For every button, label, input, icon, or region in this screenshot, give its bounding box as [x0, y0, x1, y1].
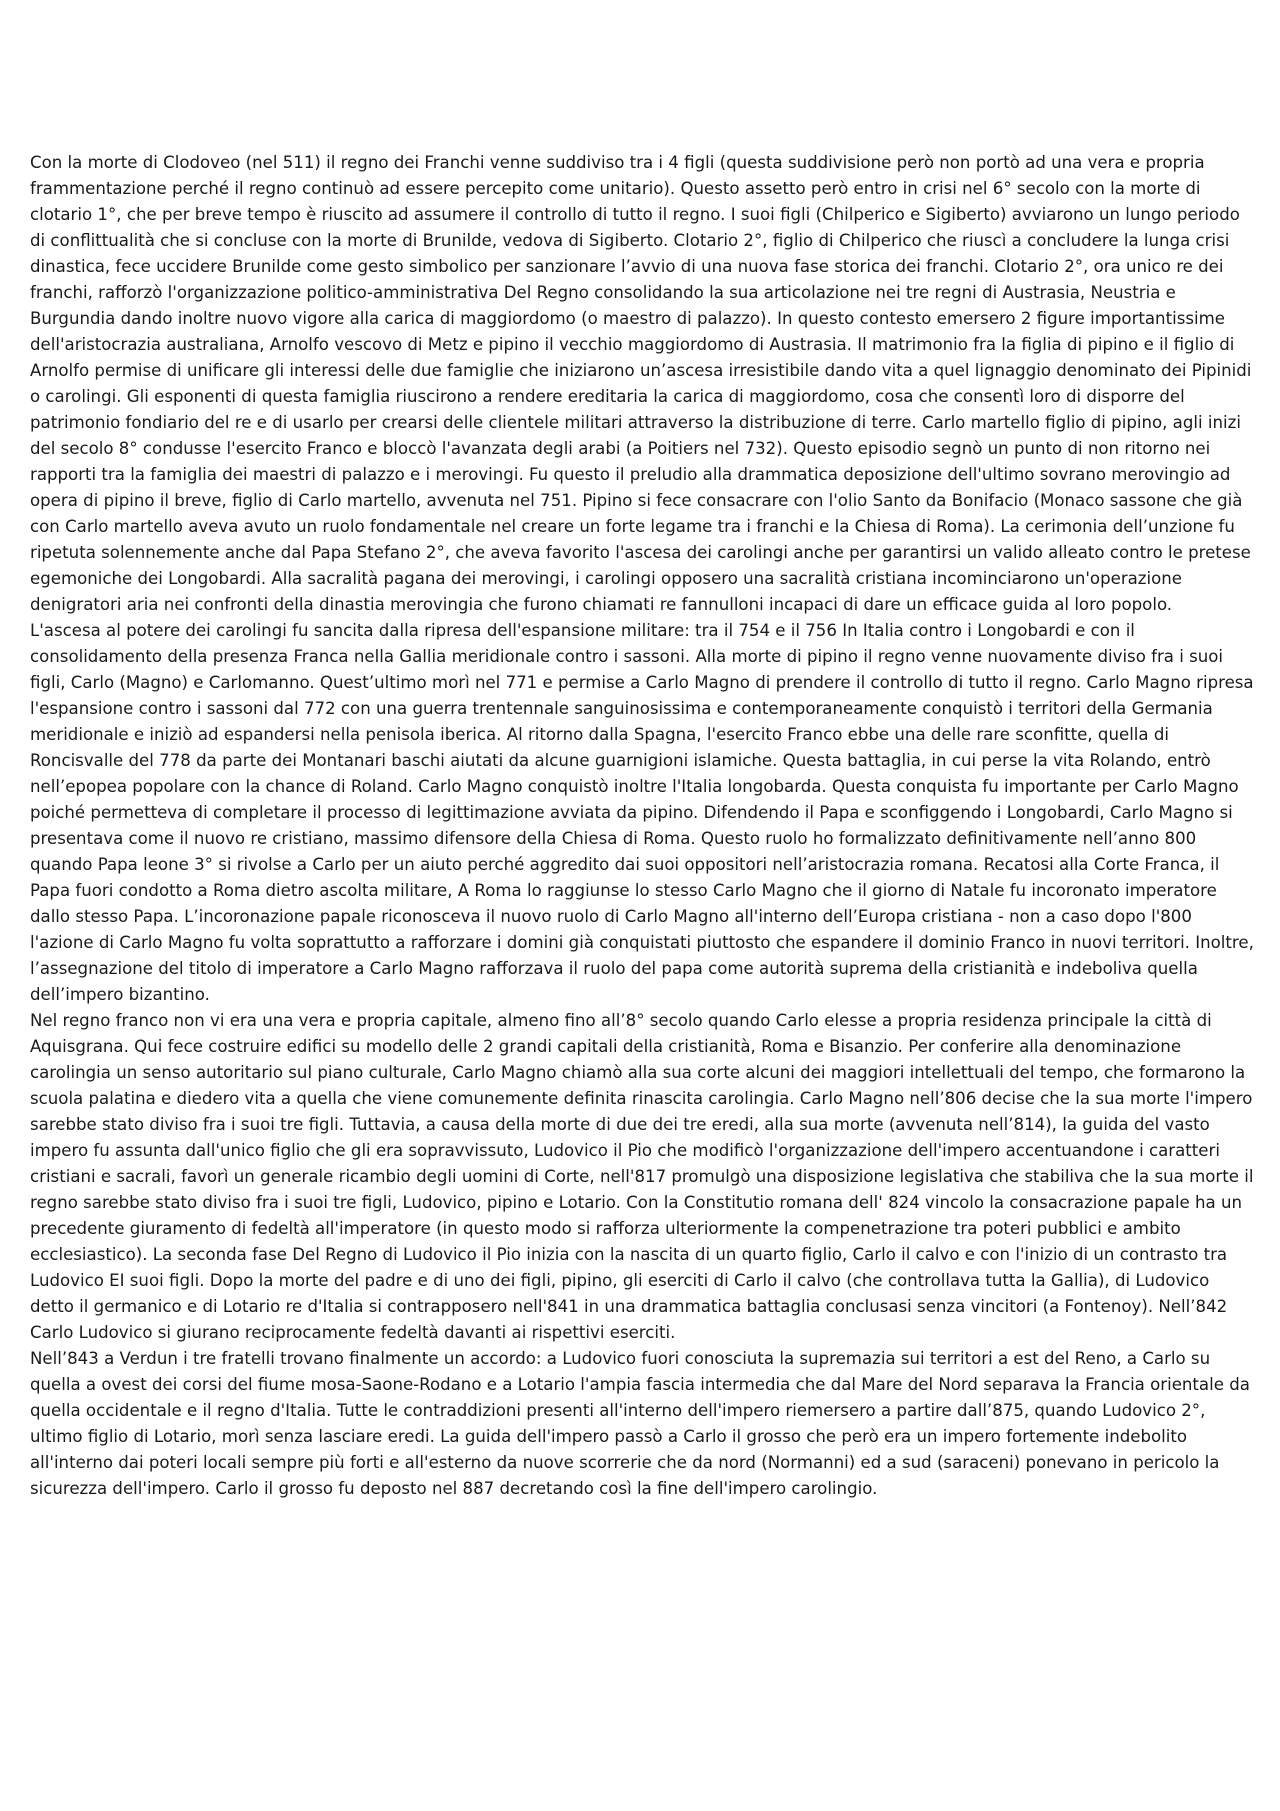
document-page [30, 150, 1256, 1502]
paragraph-merovingi: Con la morte di Clodoveo (nel 511) il regno dei Franchi venne suddiviso tra i 4 figli (questa suddivisione però non portò ad una vera e propria frammentazione perché il regno continuò ad essere percepito come unitario). Questo assetto però entro in crisi nel 6° secolo con la morte di clotario 1°, che per breve tempo è riuscito ad assumere il controllo di tutto il regno. I suoi figli (Chilperico e Sigiberto) avviarono un lungo periodo di conflittualità che si concluse con la morte di Brunilde, vedova di Sigiberto. Clotario 2°, figlio di Chilperico che riuscì a concludere la lunga crisi dinastica, fece uccidere Brunilde come gesto simbolico per sanzionare l’avvio di una nuova fase storica dei franchi. Clotario 2°, ora unico re dei franchi, rafforzò l'organizzazione politico-amministrativa Del Regno consolidando la sua articolazione nei tre regni di Austrasia, Neustria e Burgundia dando inoltre nuovo vigore alla carica di maggiordomo (o maestro di palazzo). In questo contesto emersero 2 figure importantissime dell'aristocrazia australiana, Arnolfo vescovo di Metz e pipino il vecchio maggiordomo di Austrasia. Il matrimonio fra la figlia di pipino e il figlio di Arnolfo permise di unificare gli interessi delle due famiglie che iniziarono un’ascesa irresistibile dando vita a quel lignaggio denominato dei Pipinidi o carolingi. Gli esponenti di questa famiglia riuscirono a rendere ereditaria la carica di maggiordomo, cosa che consentì loro di disporre del patrimonio fondiario del re e di usarlo per crearsi delle clientele militari attraverso la distribuzione di terre. Carlo martello figlio di pipino, agli inizi del secolo 8° condusse l'esercito Franco e bloccò l'avanzata degli arabi (a Poitiers nel 732). Questo episodio segnò un punto di non ritorno nei rapporti tra la famiglia dei maestri di palazzo e i merovingi. Fu questo il preludio alla drammatica deposizione dell'ultimo sovrano merovingio ad opera di pipino il breve, figlio di Carlo martello, avvenuta nel 751. Pipino si fece consacrare con l'olio Santo da Bonifacio (Monaco sassone che già con Carlo martello aveva avuto un ruolo fondamentale nel creare un forte legame tra i franchi e la Chiesa di Roma). La cerimonia dell’unzione fu ripetuta solennemente anche dal Papa Stefano 2°, che aveva favorito l'ascesa dei carolingi anche per garantirsi un valido alleato contro le pretese egemoniche dei Longobardi. Alla sacralità pagana dei merovingi, i carolingi opposero una sacralità cristiana incominciarono un'operazione denigratori aria nei confronti della dinastia merovingia che furono chiamati re fannulloni incapaci di dare un efficace guida al loro popolo. [30, 153, 1252, 614]
paragraph-carlo-magno: L'ascesa al potere dei carolingi fu sancita dalla ripresa dell'espansione militare: tra il 754 e il 756 In Italia contro i Longobardi e con il consolidamento della presenza Franca nella Gallia meridionale contro i sassoni. Alla morte di pipino il regno venne nuovamente diviso fra i suoi figli, Carlo (Magno) e Carlomanno. Quest’ultimo morì nel 771 e permise a Carlo Magno di prendere il controllo di tutto il regno. Carlo Magno ripresa l'espansione contro i sassoni dal 772 con una guerra trentennale sanguinosissima e contemporaneamente conquistò i territori della Germania meridionale e iniziò ad espandersi nella penisola iberica. Al ritorno dalla Spagna, l'esercito Franco ebbe una delle rare sconfitte, quella di Roncisvalle del 778 da parte dei Montanari baschi aiutati da alcune guarnigioni islamiche. Questa battaglia, in cui perse la vita Rolando, entrò nell’epopea popolare con la chance di Roland. Carlo Magno conquistò inoltre l'Italia longobarda. Questa conquista fu importante per Carlo Magno poiché permetteva di completare il processo di legittimazione avviata da pipino. Difendendo il Papa e sconfiggendo i Longobardi, Carlo Magno si presentava come il nuovo re cristiano, massimo difensore della Chiesa di Roma. Questo ruolo ho formalizzato definitivamente nell’anno 800 quando Papa leone 3° si rivolse a Carlo per un aiuto perché aggredito dai suoi oppositori nell’aristocrazia romana. Recatosi alla Corte Franca, il Papa fuori condotto a Roma dietro ascolta militare, A Roma lo raggiunse lo stesso Carlo Magno che il giorno di Natale fu incoronato imperatore dallo stesso Papa. L’incoronazione papale riconosceva il nuovo ruolo di Carlo Magno all'interno dell’Europa cristiana - non a caso dopo l'800 l'azione di Carlo Magno fu volta soprattutto a rafforzare i domini già conquistati piuttosto che espandere il dominio Franco in nuovi territori. Inoltre, l’assegnazione del titolo di imperatore a Carlo Magno rafforzava il ruolo del papa come autorità suprema della cristianità e indeboliva quella dell’impero bizantino. [30, 621, 1254, 1004]
paragraph-verdun: Nell’843 a Verdun i tre fratelli trovano finalmente un accordo: a Ludovico fuori conosciuta la supremazia sui territori a est del Reno, a Carlo su quella a ovest dei corsi del fiume mosa-Saone-Rodano e a Lotario l'ampia fascia intermedia che dal Mare del Nord separava la Francia orientale da quella occidentale e il regno d'Italia. Tutte le contraddizioni presenti all'interno dell'impero riemersero a partire dall’875, quando Ludovico 2°, ultimo figlio di Lotario, morì senza lasciare eredi. La guida dell'impero passò a Carlo il grosso che però era un impero fortemente indebolito all'interno dai poteri locali sempre più forti e all'esterno da nuove scorrerie che da nord (Normanni) ed a sud (saraceni) ponevano in pericolo la sicurezza dell'impero. Carlo il grosso fu deposto nel 887 decretando così la fine dell'impero carolingio. [30, 1349, 1250, 1498]
paragraph-aquisgrana: Nel regno franco non vi era una vera e propria capitale, almeno fino all’8° secolo quando Carlo elesse a propria residenza principale la città di Aquisgrana. Qui fece costruire edifici su modello delle 2 grandi capitali della cristianità, Roma e Bisanzio. Per conferire alla denominazione carolingia un senso autoritario sul piano culturale, Carlo Magno chiamò alla sua corte alcuni dei maggiori intellettuali del tempo, che formarono la scuola palatina e diedero vita a quella che viene comunemente definita rinascita carolingia. Carlo Magno nell’806 decise che la sua morte l'impero sarebbe stato diviso fra i suoi tre figli. Tuttavia, a causa della morte di due dei tre eredi, alla sua morte (avvenuta nell’814), la guida del vasto impero fu assunta dall'unico figlio che gli era sopravvissuto, Ludovico il Pio che modificò l'organizzazione dell'impero accentuandone i caratteri cristiani e sacrali, favorì un generale ricambio degli uomini di Corte, nell'817 promulgò una disposizione legislativa che stabiliva che la sua morte il regno sarebbe stato diviso fra i suoi tre figli, Ludovico, pipino e Lotario. Con la Constitutio romana dell' 824 vincolo la consacrazione papale ha un precedente giuramento di fedeltà all'imperatore (in questo modo si rafforza ulteriormente la compenetrazione tra poteri pubblici e ambito ecclesiastico). La seconda fase Del Regno di Ludovico il Pio inizia con la nascita di un quarto figlio, Carlo il calvo e con l'inizio di un contrasto tra Ludovico EI suoi figli. Dopo la morte del padre e di uno dei figli, pipino, gli eserciti di Carlo il calvo (che controllava tutta la Gallia), di Ludovico detto il germanico e di Lotario re d'Italia si contrapposero nell'841 in una drammatica battaglia conclusasi senza vincitori (a Fontenoy). Nell’842 Carlo Ludovico si giurano reciprocamente fedeltà davanti ai rispettivi eserciti. [30, 1011, 1254, 1342]
